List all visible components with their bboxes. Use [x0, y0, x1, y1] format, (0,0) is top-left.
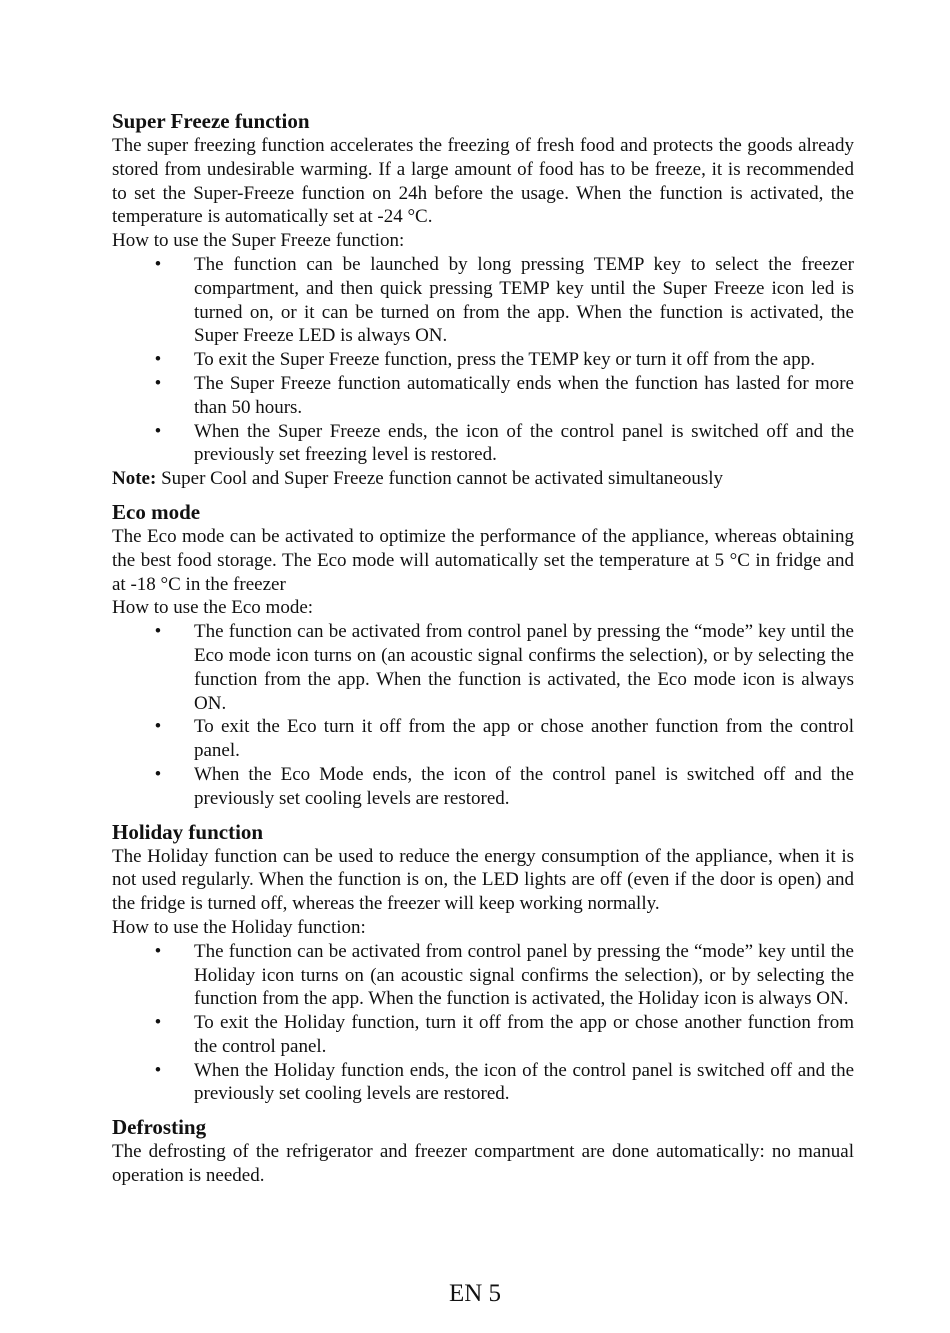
section-holiday — [112, 819, 854, 1107]
list-item — [112, 620, 854, 715]
list-item-text: The function can be activated from control panel by pressing the “mode” key until the Eco mode icon turns on (an acoustic signal confirms the selection), or by selecting the function from the app. When the function is activated, the Eco mode icon is always ON. — [194, 621, 854, 714]
list-item-text: The Super Freeze function automatically ends when the function has lasted for more than 50 hours. — [194, 372, 854, 418]
list-item — [112, 348, 854, 372]
bullet-icon: • — [154, 349, 162, 371]
document-page — [112, 108, 854, 1196]
list-item — [112, 715, 854, 763]
list-item-text: To exit the Holiday function, turn it off from the app or chose another function from the control panel. — [194, 1012, 854, 1057]
note-text: Super Cool and Super Freeze function cannot be activated simultaneously — [156, 468, 723, 490]
bullet-icon: • — [154, 716, 162, 738]
list-item-text: To exit the Eco turn it off from the app or chose another function from the control panel. — [194, 716, 854, 762]
list-item-text: The function can be activated from control panel by pressing the “mode” key until the Holiday icon turns on (an acoustic signal confirms the selection), or by selecting the function from the app. When the function is activated, the Holiday icon is always ON. — [194, 940, 854, 1010]
note — [112, 467, 854, 491]
list-item-text: When the Super Freeze ends, the icon of the control panel is switched off and the previously set freezing level is restored. — [194, 420, 854, 466]
section-title: Holiday function — [112, 819, 264, 844]
section-eco-mode — [112, 499, 854, 811]
bullet-icon: • — [154, 372, 162, 394]
list-item-text: The function can be launched by long pressing TEMP key to select the freezer compartment, and then quick pressing TEMP key until the Super Freeze icon led is turned on, or it can be turned on from the app. When the function is activated, the Super Freeze LED is always ON. — [194, 253, 854, 347]
paragraph: The super freezing function accelerates the freezing of fresh food and protects the goods already stored from undesirable warming. If a large amount of food has to be freeze, it is recommended to set the Super-Freeze function on 24h before the usage. When the function is activated, the temperature is automatically set at -24 °C. — [112, 135, 854, 228]
list-item-text: When the Eco Mode ends, the icon of the control panel is switched off and the previously set cooling levels are restored. — [194, 763, 854, 809]
bullet-list — [112, 940, 854, 1107]
bullet-icon: • — [154, 1012, 162, 1034]
bullet-icon: • — [154, 763, 162, 785]
bullet-icon: • — [154, 940, 162, 962]
list-item — [112, 763, 854, 811]
section-title: Eco mode — [112, 499, 201, 524]
section-defrosting — [112, 1114, 854, 1188]
bullet-icon: • — [154, 420, 162, 442]
paragraph: The Holiday function can be used to reduce the energy consumption of the appliance, when it is not used regularly. When the function is on, the LED lights are off (even if the door is open) and the fridge is turned off, whereas the freezer will keep working normally. — [112, 845, 854, 915]
list-item — [112, 420, 854, 468]
page-number: EN 5 — [448, 1280, 502, 1307]
bullet-icon: • — [154, 621, 162, 643]
list-item — [112, 940, 854, 1011]
bullet-list — [112, 620, 854, 810]
section-title: Defrosting — [112, 1115, 207, 1140]
list-item — [112, 1011, 854, 1059]
bullet-icon: • — [154, 253, 162, 275]
paragraph: The Eco mode can be activated to optimize the performance of the appliance, whereas obtaining the best food storage. The Eco mode will automatically set the temperature at 5 °C in fridge and at -18 °C in the freezer — [112, 525, 854, 595]
note-label: Note: — [112, 468, 157, 490]
section-title: Super Freeze function — [112, 109, 310, 133]
list-item — [112, 253, 854, 348]
list-item-text: When the Holiday function ends, the icon of the control panel is switched off and the previously set cooling levels are restored. — [194, 1059, 854, 1105]
list-item — [112, 372, 854, 420]
howto-line: How to use the Holiday function: — [112, 916, 366, 938]
paragraph: The defrosting of the refrigerator and freezer compartment are done automatically: no manual operation is needed. — [112, 1141, 854, 1187]
howto-line: How to use the Eco mode: — [112, 597, 314, 619]
section-super-freeze — [112, 108, 854, 491]
list-item-text: To exit the Super Freeze function, press the TEMP key or turn it off from the app. — [194, 349, 815, 371]
howto-line: How to use the Super Freeze function: — [112, 230, 405, 252]
bullet-icon: • — [154, 1059, 162, 1081]
bullet-list — [112, 253, 854, 467]
list-item — [112, 1059, 854, 1107]
